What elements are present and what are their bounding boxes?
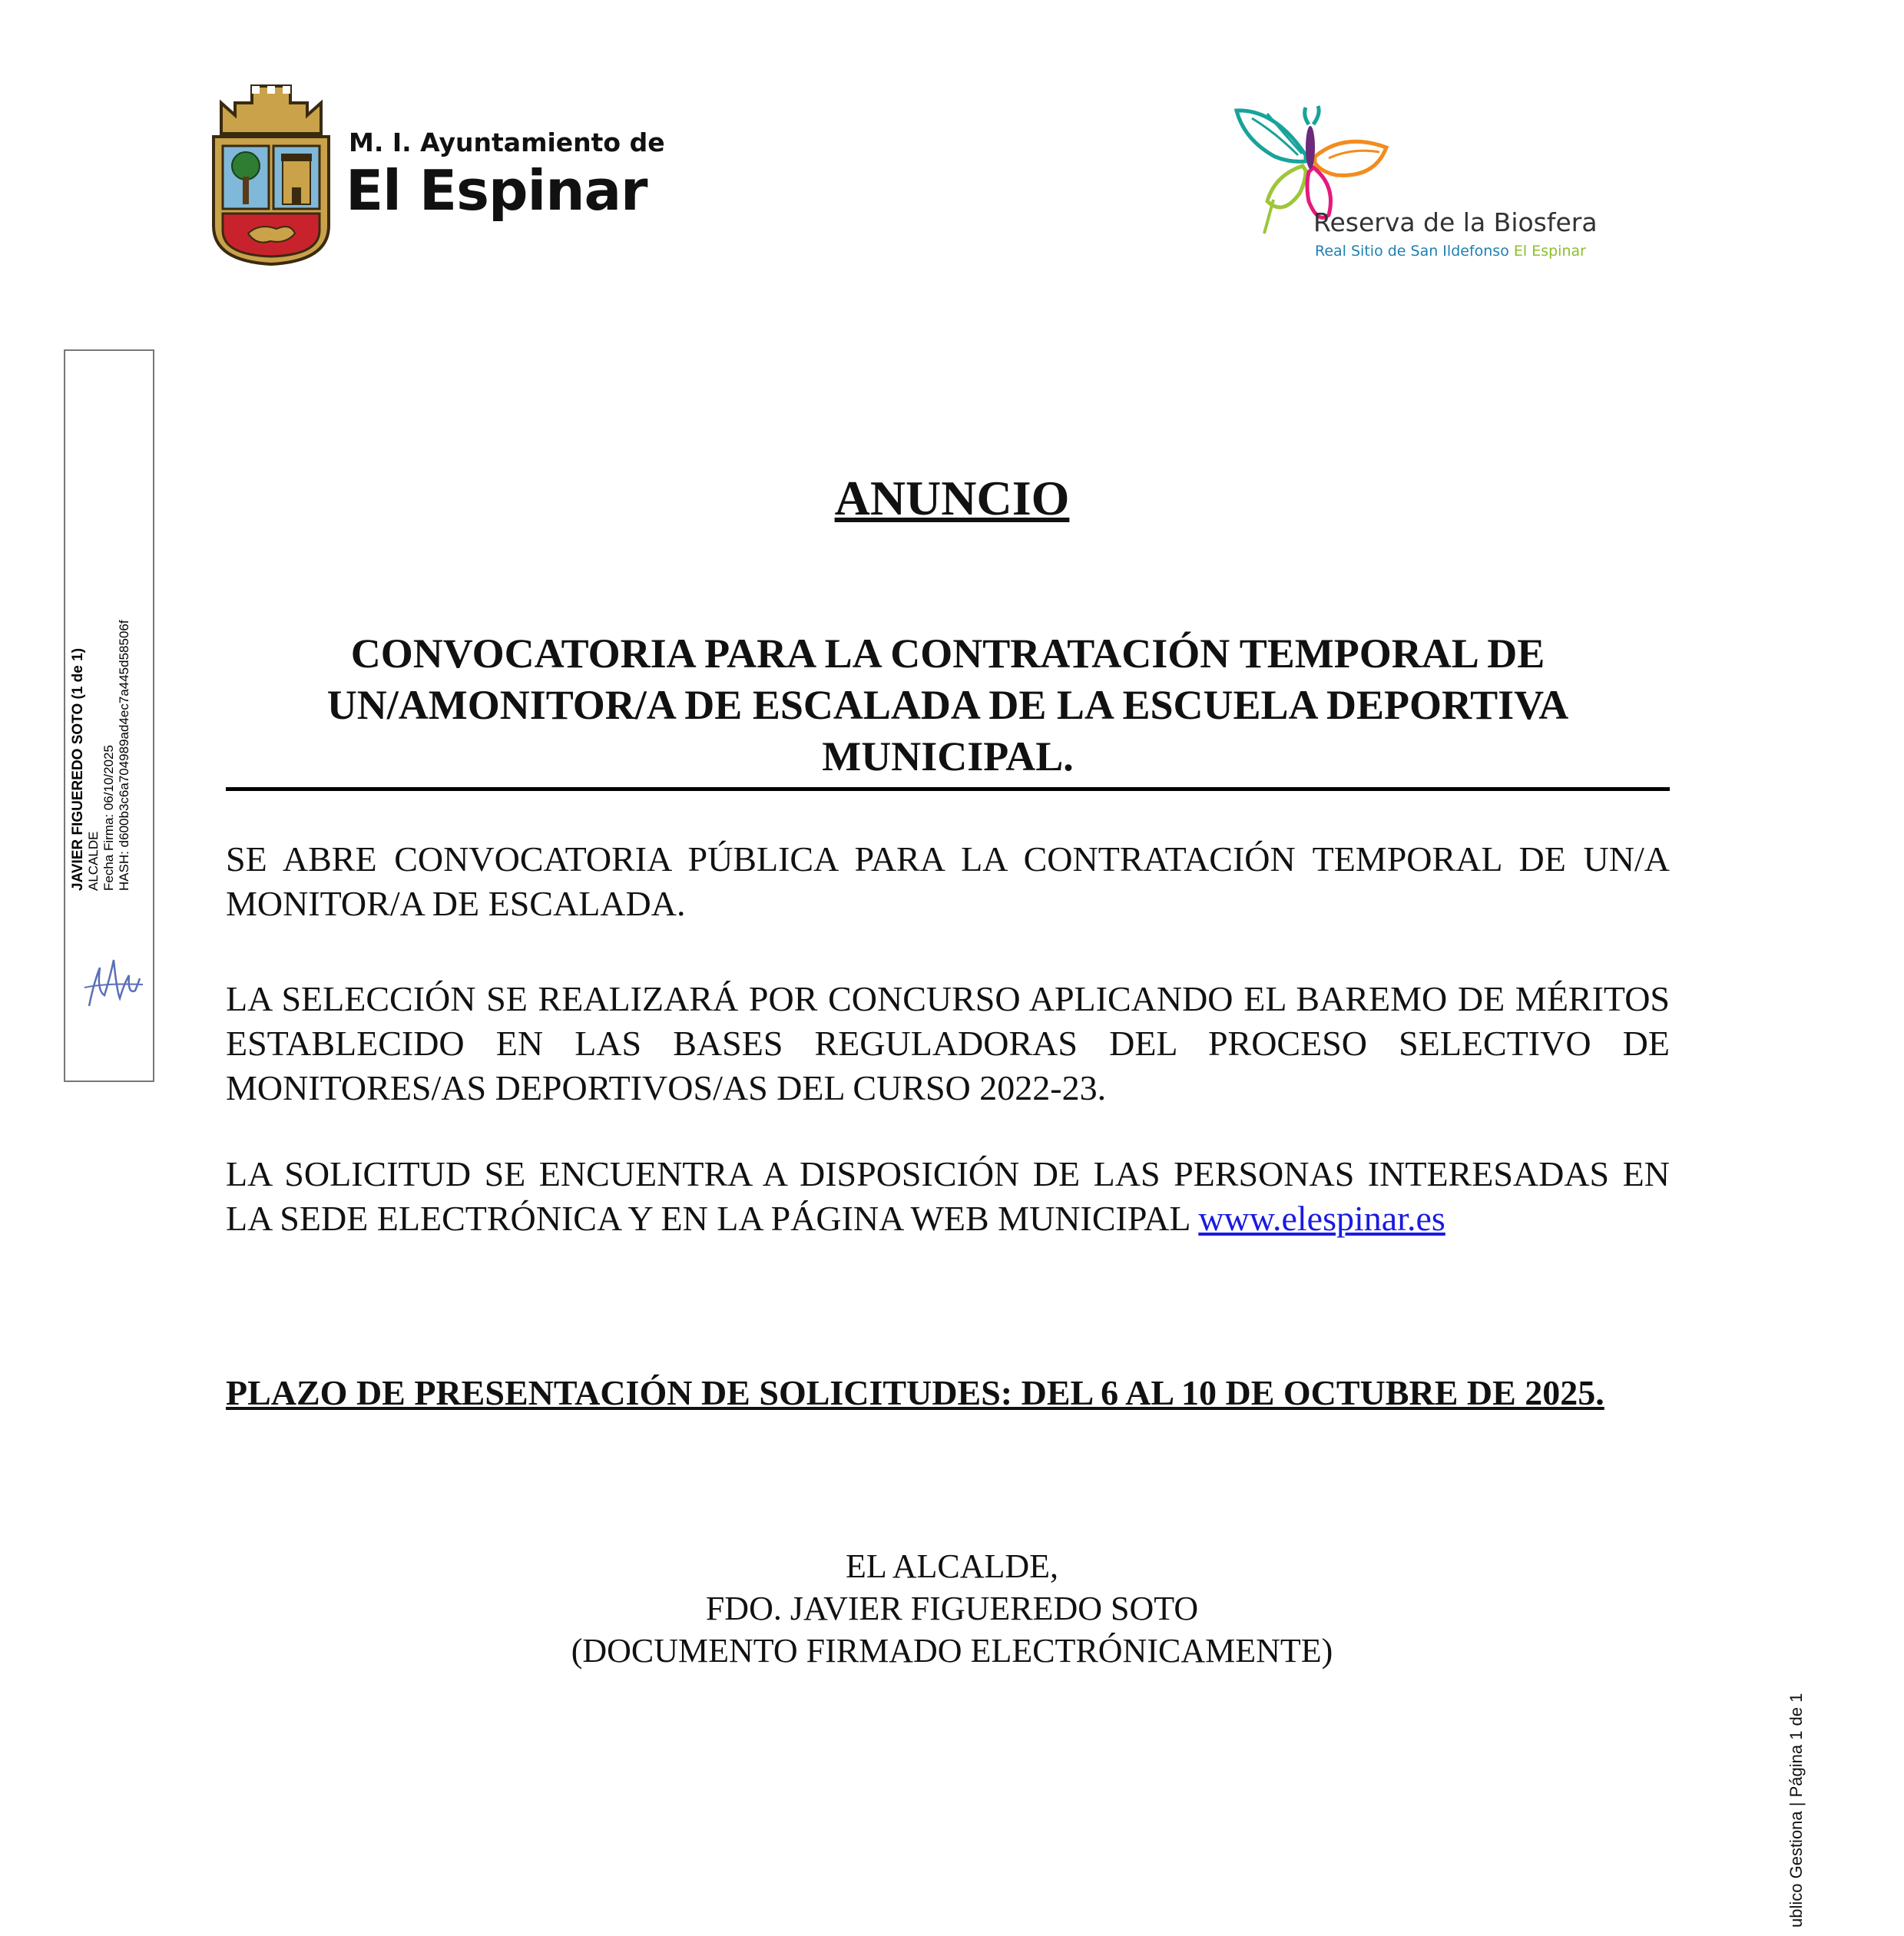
paragraph-solicitud [226, 1152, 1670, 1241]
org-name-line1: M. I. Ayuntamiento de [349, 127, 665, 157]
org-name-line2: El Espinar [346, 158, 647, 223]
biosphere-title: Reserva de la Biosfera [1313, 207, 1598, 237]
paragraph-seleccion: LA SELECCIÓN SE REALIZARÁ POR CONCURSO APLICANDO EL BAREMO DE MÉRITOS ESTABLECIDO EN LAS BASES REGULADORAS DEL PROCESO SELECTIVO DE MONITORES/AS DEPORTIVOS/AS DEL CURSO 2022-23. [226, 979, 1670, 1107]
signoff-name: FDO. JAVIER FIGUEREDO SOTO [705, 1590, 1199, 1627]
document-title: ANUNCIO [834, 471, 1070, 525]
paragraph-solicitud-text: LA SOLICITUD SE ENCUENTRA A DISPOSICIÓN DE LAS PERSONAS INTERESADAS EN LA SEDE ELECTRÓNICA Y EN LA PÁGINA WEB MUNICIPAL [226, 1154, 1670, 1238]
biosphere-logo [1229, 101, 1598, 270]
document-subtitle: CONVOCATORIA PARA LA CONTRATACIÓN TEMPORAL DE UN/AMONITOR/A DE ESCALADA DE LA ESCUELA DEPORTIVA MUNICIPAL. [326, 630, 1569, 779]
paragraph-convocatoria: SE ABRE CONVOCATORIA PÚBLICA PARA LA CONTRATACIÓN TEMPORAL DE UN/A MONITOR/A DE ESCALADA. [226, 839, 1670, 923]
signature-date: Fecha Firma: 06/10/2025 [101, 745, 116, 891]
signoff-title: EL ALCALDE, [846, 1547, 1058, 1585]
deadline-notice: PLAZO DE PRESENTACIÓN DE SOLICITUDES: DEL 6 AL 10 DE OCTUBRE DE 2025. [226, 1373, 1604, 1412]
coat-of-arms-icon [206, 80, 336, 267]
signoff-note: (DOCUMENTO FIRMADO ELECTRÓNICAMENTE) [571, 1632, 1333, 1670]
handwritten-signature-icon [74, 952, 151, 1014]
title-divider [226, 787, 1670, 791]
biosphere-subtitle-part2: El Espinar [1513, 243, 1586, 260]
signature-hash: HASH: d600b3c6a704989ad4ec7a445d58506f [117, 620, 131, 891]
biosphere-subtitle-part1: Real Sitio de San Ildefonso [1315, 243, 1509, 260]
biosphere-subtitle [1315, 243, 1586, 260]
website-link[interactable]: www.elespinar.es [1198, 1199, 1445, 1238]
page-footer-note: ublico Gestiona | Página 1 de 1 [1786, 1693, 1806, 1928]
signoff-block [0, 1545, 1904, 1672]
signature-stamp-text [71, 620, 132, 891]
municipality-logo [206, 80, 665, 267]
signer-name: JAVIER FIGUEREDO SOTO (1 de 1) [70, 647, 86, 891]
signer-role: ALCALDE [86, 831, 101, 891]
